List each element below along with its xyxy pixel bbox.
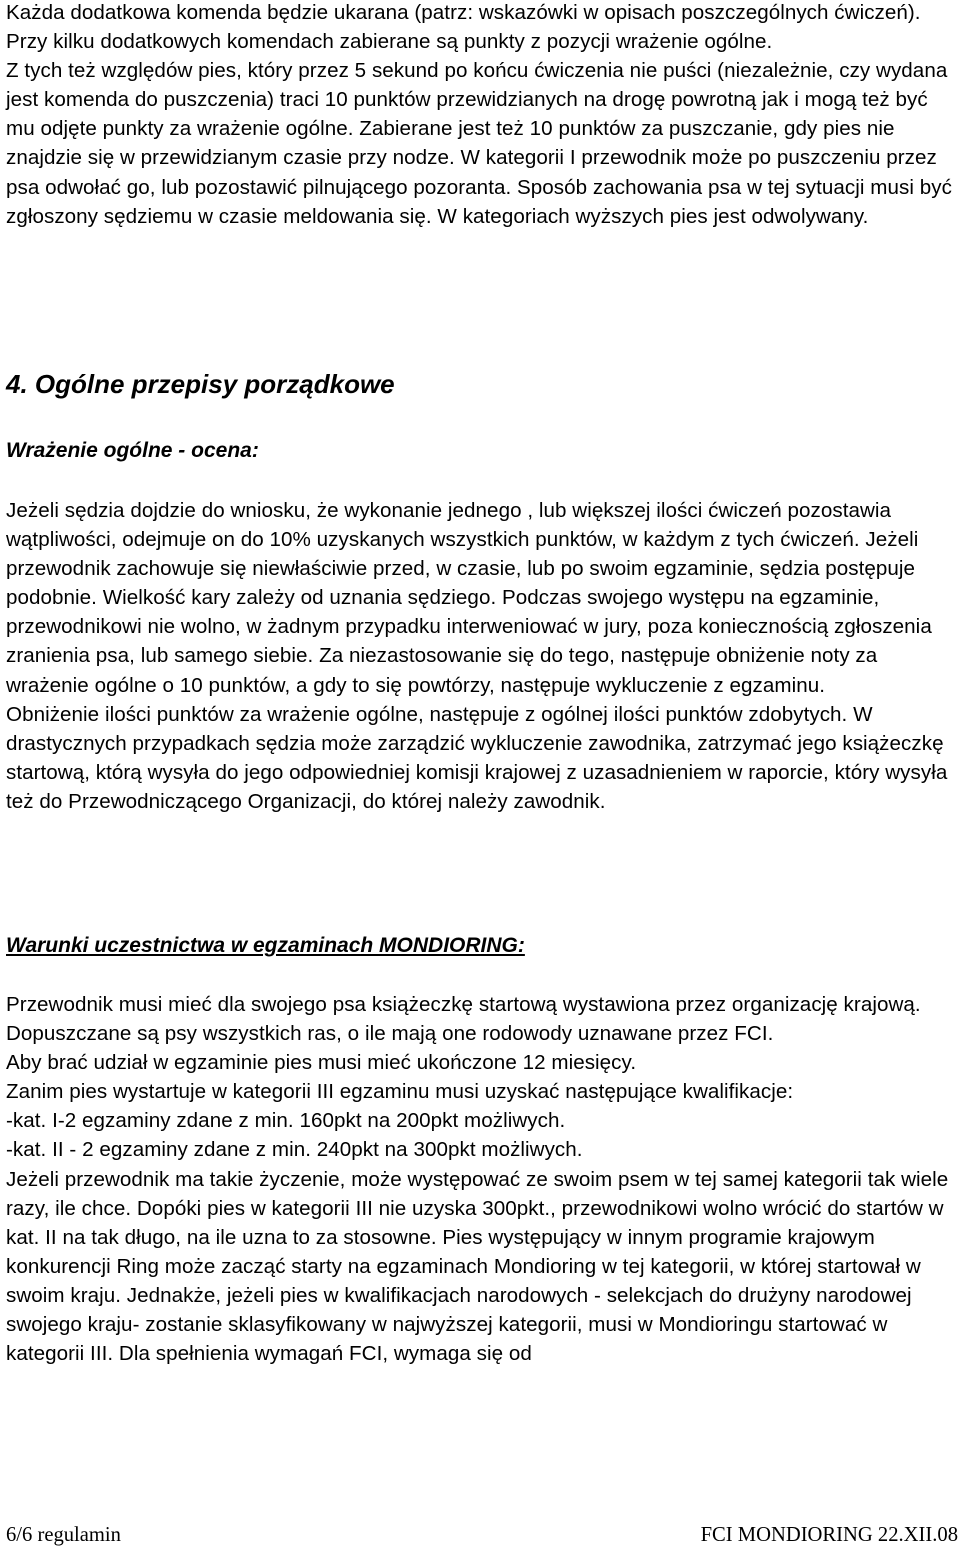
participation-heading: Warunki uczestnictwa w egzaminach MONDIORING:: [6, 934, 525, 957]
release-paragraph: Z tych też względów pies, który przez 5 sekund po końcu ćwiczenia nie puści (niezależnie, czy wydana jest komenda do puszczenia) traci 10 punktów przewidzianych na drogę powrotną jak i mogą też być mu odjęte punkty za wrażenie ogólne. Zabierane jest też 10 punktów za puszczanie, gdy pies nie znajdzie się w przewidzianym czasie przy nodze. W kategorii I przewodnik może po puszczeniu przez psa odwołać go, lub pozostawić pilnującego pozoranta. Sposób zachowania psa w tej sytuacji musi być zgłoszony sędziemu w czasie meldowania się. W kategoriach wyższych pies jest odwolywany.: [6, 59, 952, 228]
footer-page-number: 6/6 regulamin: [6, 1524, 121, 1546]
participation-line: Zanim pies wystartuje w kategorii III egzaminu musi uzyskać następujące kwalifikacje:: [6, 1080, 794, 1104]
section-title: 4. Ogólne przepisy porządkowe: [6, 369, 395, 399]
general-impression-heading: Wrażenie ogólne - ocena:: [6, 439, 259, 462]
intro-paragraph: Każda dodatkowa komenda będzie ukarana (patrz: wskazówki w opisach poszczególnych ćwiczeń). Przy kilku dodatkowych komendach zabierane są punkty z pozycji wrażenie ogólne.: [6, 1, 921, 54]
participation-line: Jeżeli przewodnik ma takie życzenie, może występować ze swoim psem w tej samej kategorii tak wiele razy, ile chce. Dopóki pies w kategorii III nie uzyska 300pkt., przewodnikowi wolno wrócić do startów w kat. II na tak długo, na ile uzna to za stosowne. Pies występujący w innym programie krajowym konkurencji Ring może zacząć starty na egzaminach Mondioring w tej kategorii, w której startował w swoim kraju. Jednakże, jeżeli pies w kwalifikacjach narodowych - selekcjach do drużyny narodowej swojego kraju- zostanie sklasyfikowany w najwyższej kategorii, musi w Mondioringu startować w kategorii III. Dla spełnienia wymagań FCI, wymaga się od: [6, 1167, 949, 1366]
participation-line: Przewodnik musi mieć dla swojego psa książeczkę startową wystawiona przez organizację krajową. Dopuszczane są psy wszystkich ras, o ile mają one rodowody uznawane przez FCI.: [6, 993, 921, 1046]
participation-block: [6, 990, 958, 1368]
footer-document-title: FCI MONDIORING 22.XII.08: [700, 1524, 958, 1546]
page-footer: [6, 1522, 958, 1548]
general-impression-paragraph: Jeżeli sędzia dojdzie do wniosku, że wykonanie jednego , lub większej ilości ćwiczeń pozostawia wątpliwości, odejmuje on do 10% uzyskanych wszystkich punktów, w każdym z tych ćwiczeń. Jeżeli przewodnik zachowuje się niewłaściwie przed, w czasie, lub po swoim egzaminie, sędzia postępuje podobnie. Wielkość kary zależy od uznania sędziego. Podczas swojego występu na egzaminie, przewodnikowi nie wolno, w żadnym przypadku interweniować w jury, poza koniecznością zgłoszenia zranienia psa, lub samego siebie. Za niezastosowanie się do tego, następuje obniżenie noty za wrażenie ogólne o 10 punktów, a gdy to się powtórzy, następuje wykluczenie z egzaminu.: [6, 499, 932, 697]
participation-line: -kat. I-2 egzaminy zdane z min. 160pkt na 200pkt możliwych.: [6, 1109, 566, 1133]
participation-line: -kat. II - 2 egzaminy zdane z min. 240pkt na 300pkt możliwych.: [6, 1138, 583, 1162]
general-impression-block: [6, 496, 958, 816]
participation-line: Aby brać udział w egzaminie pies musi mieć ukończone 12 miesięcy.: [6, 1051, 637, 1075]
reduction-paragraph: Obniżenie ilości punktów za wrażenie ogólne, następuje z ogólnej ilości punktów zdobytych. W drastycznych przypadkach sędzia może zarządzić wykluczenie zawodnika, zatrzymać jego książeczkę startową, którą wysyła do jego odpowiedniej komisji krajowej z uzasadnieniem w raporcie, który wysyła też do Przewodniczącego Organizacji, do której należy zawodnik.: [6, 702, 948, 813]
top-text-block: [6, 0, 958, 231]
